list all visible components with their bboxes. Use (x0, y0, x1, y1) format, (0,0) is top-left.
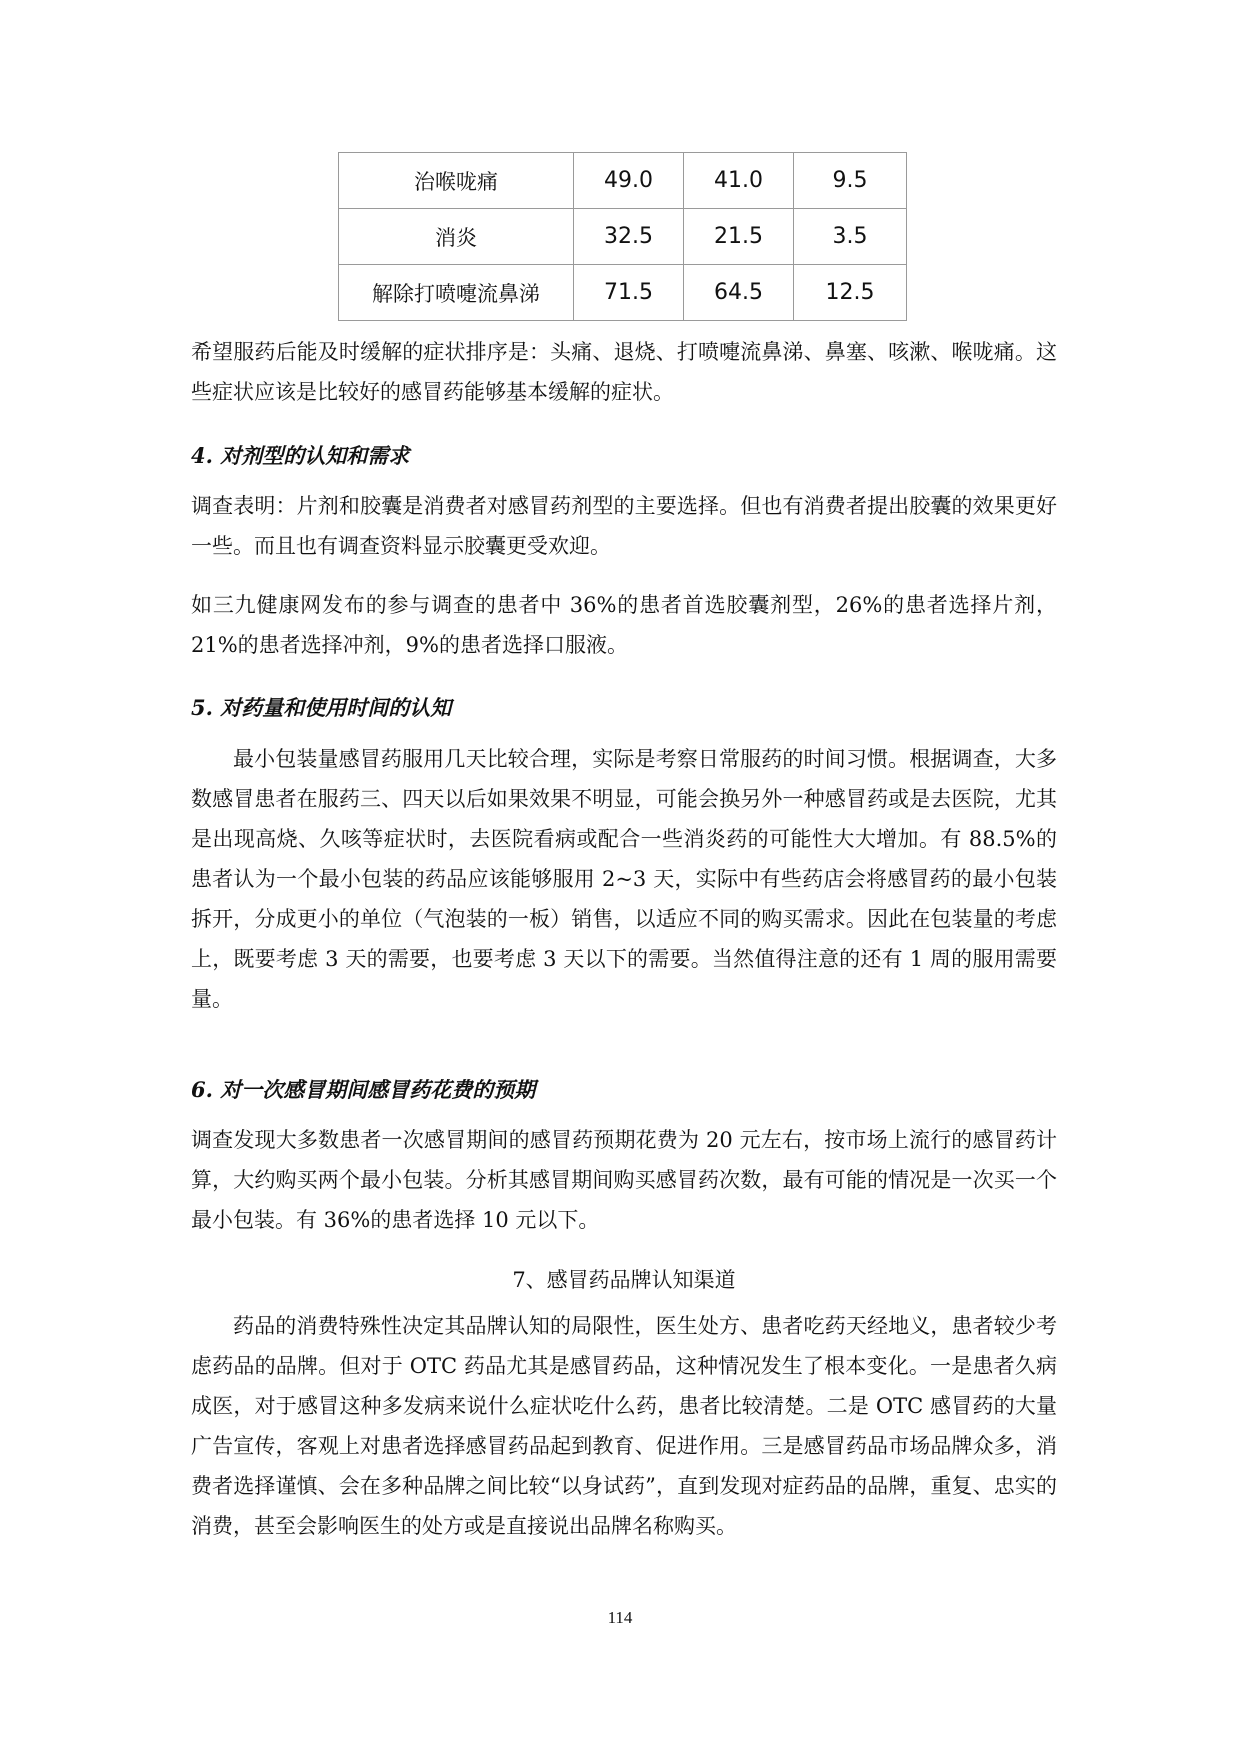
paragraph-dosage-time: 最小包装量感冒药服用几天比较合理，实际是考察日常服药的时间习惯。根据调查，大多数感冒患者在服药三、四天以后如果效果不明显，可能会换另外一种感冒药或是去医院，尤其是出现高烧、久咳等症状时，去医院看病或配合一些消炎药的可能性大大增加。有 88.5%的患者认为一个最小包装的药品应该能够服用 2~3 天，实际中有些药店会将感冒药的最小包装拆开，分成更小的单位（气泡装的一板）销售，以适应不同的购买需求。因此在包装量的考虑上，既要考虑 3 天的需要，也要考虑 3 天以下的需要。当然值得注意的还有 1 周的服用需要量。 (191, 747, 1057, 1011)
section-heading-brand-channels: 7、感冒药品牌认知渠道 (512, 1268, 736, 1292)
table-cell-label: 解除打喷嚏流鼻涕 (339, 265, 574, 321)
table-cell-value: 71.5 (574, 265, 684, 321)
table-cell-value: 41.0 (684, 153, 794, 209)
page-number: 114 (607, 1608, 633, 1627)
paragraph-survey-39health: 如三九健康网发布的参与调查的患者中 36%的患者首选胶囊剂型，26%的患者选择片剂，21%的患者选择冲剂，9%的患者选择口服液。 (191, 593, 1057, 657)
table-cell-value: 12.5 (794, 265, 907, 321)
table-cell-label: 消炎 (339, 209, 574, 265)
table-cell-value: 49.0 (574, 153, 684, 209)
table-cell-label: 治喉咙痛 (339, 153, 574, 209)
table-cell-value: 64.5 (684, 265, 794, 321)
symptom-table (338, 152, 907, 321)
paragraph-dosage-form: 调查表明：片剂和胶囊是消费者对感冒药剂型的主要选择。但也有消费者提出胶囊的效果更好一些。而且也有调查资料显示胶囊更受欢迎。 (191, 494, 1057, 558)
table-cell-value: 9.5 (794, 153, 907, 209)
table-row (339, 265, 907, 321)
table-cell-value: 21.5 (684, 209, 794, 265)
paragraph-symptom-ranking: 希望服药后能及时缓解的症状排序是：头痛、退烧、打喷嚏流鼻涕、鼻塞、咳漱、喉咙痛。这些症状应该是比较好的感冒药能够基本缓解的症状。 (191, 340, 1057, 404)
table-row (339, 209, 907, 265)
paragraph-cost-expectation: 调查发现大多数患者一次感冒期间的感冒药预期花费为 20 元左右，按市场上流行的感冒药计算，大约购买两个最小包装。分析其感冒期间购买感冒药次数，最有可能的情况是一次买一个最小包装。有 36%的患者选择 10 元以下。 (191, 1128, 1057, 1232)
table-row (339, 153, 907, 209)
paragraph-brand-channels: 药品的消费特殊性决定其品牌认知的局限性，医生处方、患者吃药天经地义，患者较少考虑药品的品牌。但对于 OTC 药品尤其是感冒药品，这种情况发生了根本变化。一是患者久病成医，对于感冒这种多发病来说什么症状吃什么药，患者比较清楚。二是 OTC 感冒药的大量广告宣传，客观上对患者选择感冒药品起到教育、促进作用。三是感冒药品市场品牌众多，消费者选择谨慎、会在多种品牌之间比较“以身试药”，直到发现对症药品的品牌，重复、忠实的消费，甚至会影响医生的处方或是直接说出品牌名称购买。 (191, 1314, 1057, 1538)
table-cell-value: 32.5 (574, 209, 684, 265)
section-heading-dosage-time: 5. 对药量和使用时间的认知 (191, 695, 452, 720)
table-cell-value: 3.5 (794, 209, 907, 265)
section-heading-dosage-form: 4. 对剂型的认知和需求 (191, 443, 410, 468)
section-heading-cost-expectation: 6. 对一次感冒期间感冒药花费的预期 (191, 1077, 536, 1102)
